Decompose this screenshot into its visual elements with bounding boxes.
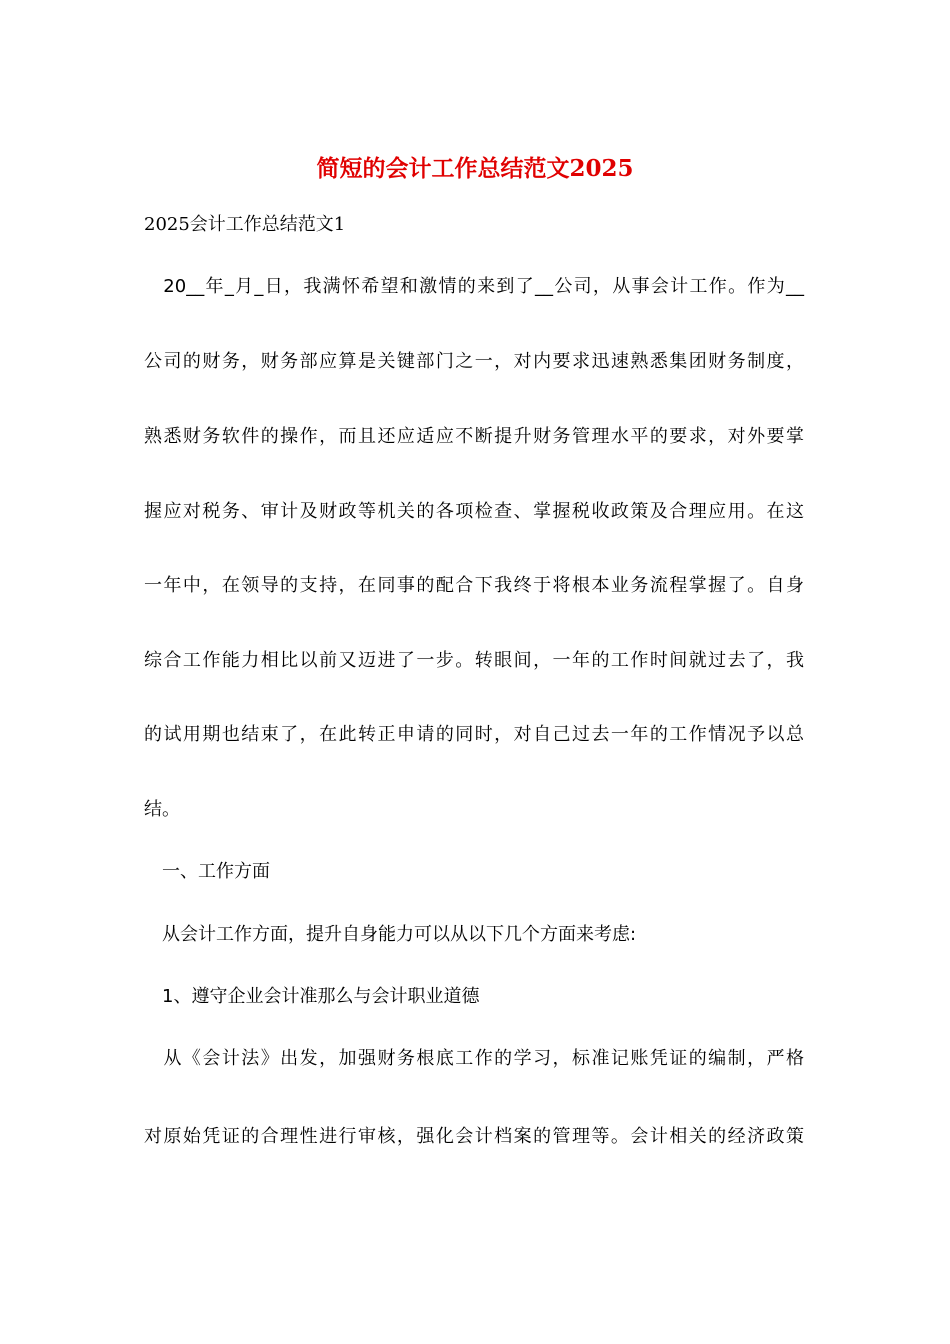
paragraph-line: 从《会计法》出发，加强财务根底工作的学习，标准记账凭证的编制，严格: [144, 1048, 804, 1069]
paragraph-line: 20__年_月_日，我满怀希望和激情的来到了__公司，从事会计工作。作为__: [144, 276, 804, 297]
paragraph-line: 熟悉财务软件的操作，而且还应适应不断提升财务管理水平的要求，对外要掌: [144, 426, 804, 447]
paragraph-line: 一年中，在领导的支持，在同事的配合下我终于将根本业务流程掌握了。自身: [144, 575, 804, 596]
document-title: 简短的会计工作总结范文2025: [316, 155, 634, 182]
paragraph-line: 对原始凭证的合理性进行审核，强化会计档案的管理等。会计相关的经济政策: [144, 1126, 804, 1147]
paragraph-line: 握应对税务、审计及财政等机关的各项检查、掌握税收政策及合理应用。在这: [144, 501, 804, 522]
section-subtitle: 2025会计工作总结范文1: [144, 214, 346, 235]
paragraph-line: 公司的财务，财务部应算是关键部门之一，对内要求迅速熟悉集团财务制度，: [144, 351, 804, 372]
paragraph-line: 综合工作能力相比以前又迈进了一步。转眼间，一年的工作时间就过去了，我: [144, 650, 804, 671]
list-item-heading: 1、遵守企业会计准那么与会计职业道德: [144, 986, 480, 1007]
section-heading: 一、工作方面: [144, 861, 270, 882]
paragraph-line: 的试用期也结束了，在此转正申请的同时，对自己过去一年的工作情况予以总: [144, 724, 804, 745]
intro-line: 从会计工作方面，提升自身能力可以从以下几个方面来考虑:: [144, 924, 637, 945]
paragraph-line: 结。: [144, 799, 180, 820]
